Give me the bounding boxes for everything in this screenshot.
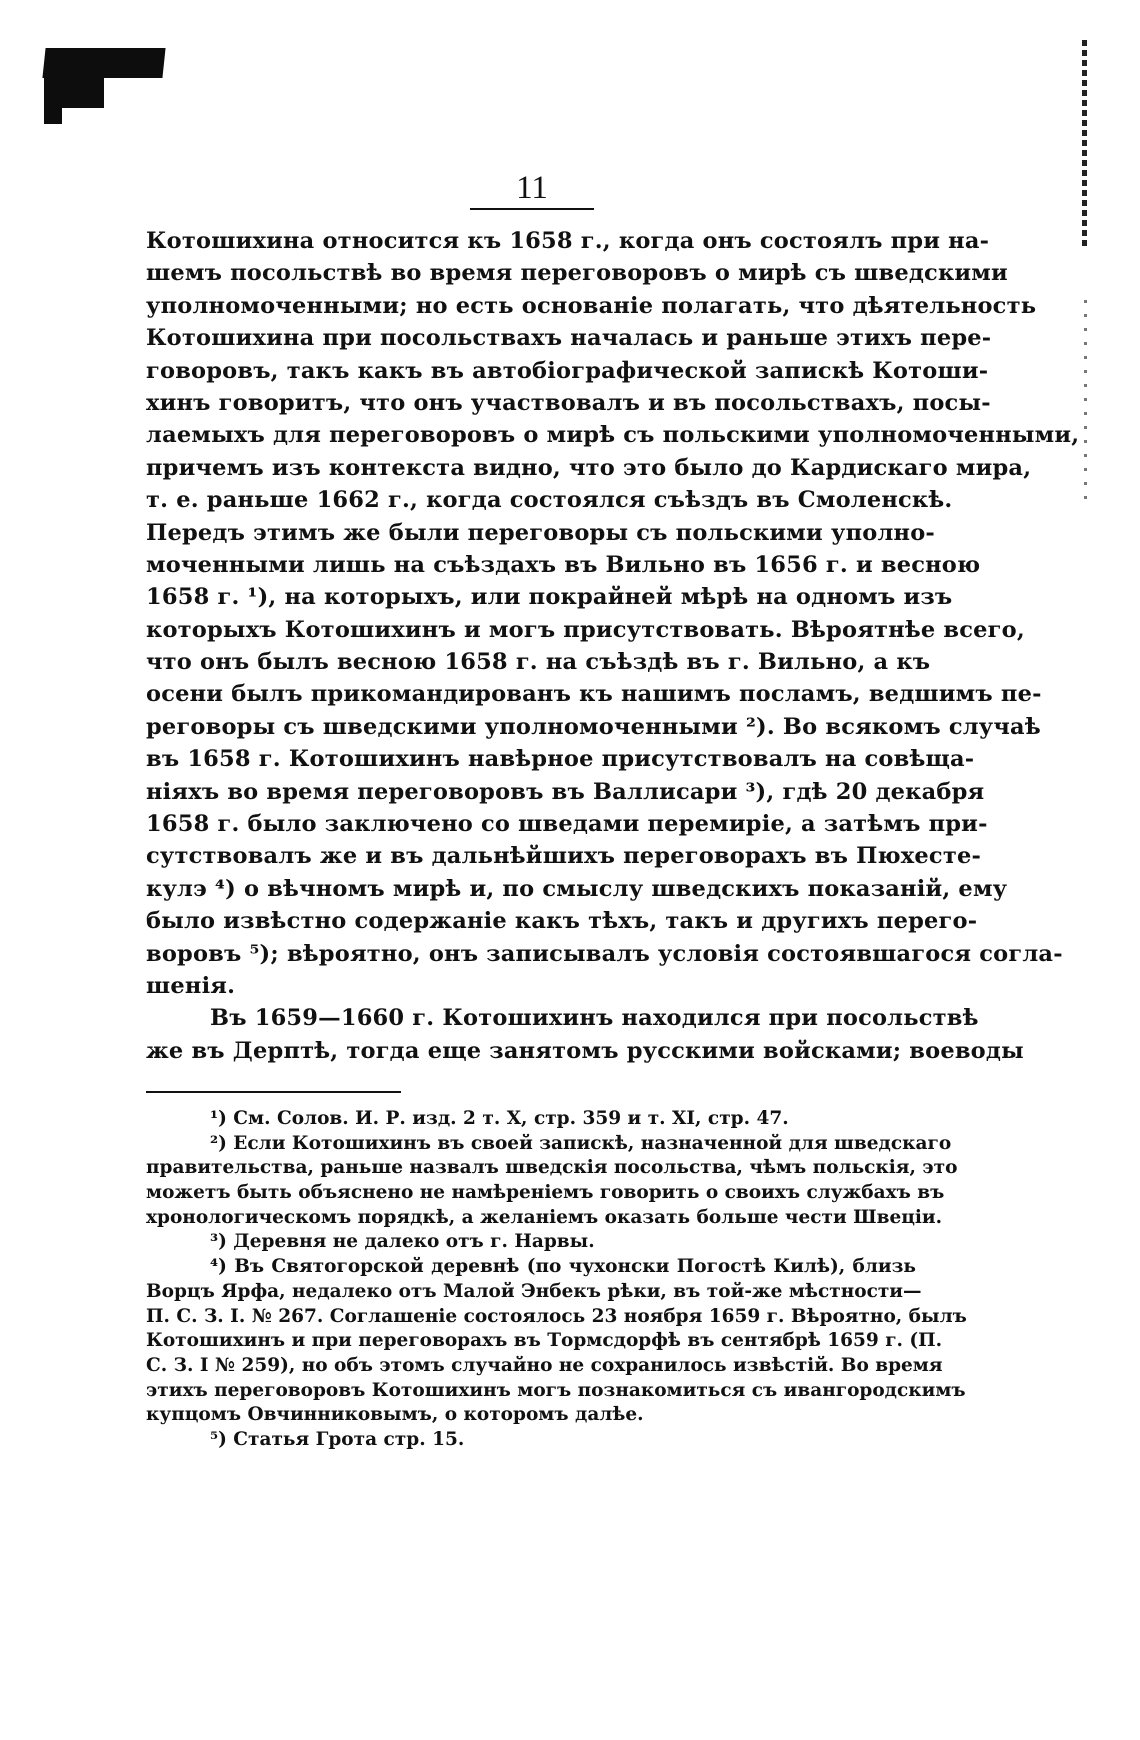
footnotes — [146, 1107, 967, 1453]
text-line: причемъ изъ контекста видно, что это было до Кардискаго мира, — [146, 454, 1032, 481]
text-line: осени былъ прикомандированъ къ нашимъ посламъ, ведшимъ пе- — [146, 681, 1042, 708]
text-line: Въ 1659—1660 г. Котошихинъ находился при посольствѣ — [210, 1005, 979, 1032]
text-line: сутствовалъ же и въ дальнѣйшихъ переговорахъ въ Пюхесте- — [146, 843, 982, 870]
text-line: же въ Дерптѣ, тогда еще занятомъ русскими войсками; воеводы — [146, 1037, 1024, 1064]
text-line: Котошихина при посольствахъ началась и раньше этихъ пере- — [146, 325, 992, 352]
main-text — [146, 225, 1080, 1067]
text-line: шемъ посольствѣ во время переговоровъ о мирѣ съ шведскими — [146, 260, 1008, 287]
text-line: было извѣстно содержаніе какъ тѣхъ, такъ и другихъ перего- — [146, 908, 978, 935]
text-line: воровъ ⁵); вѣроятно, онъ записывалъ условія состоявшагося согла- — [146, 940, 1063, 967]
footnote-line: Котошихинъ и при переговорахъ въ Тормсдорфѣ въ сентябрѣ 1659 г. (П. — [146, 1330, 943, 1352]
text-line: т. е. раньше 1662 г., когда состоялся съѣздъ въ Смоленскѣ. — [146, 487, 953, 514]
footnote-line: правительства, раньше назвалъ шведскія посольства, чѣмъ польскія, это — [146, 1157, 958, 1179]
text-line: Котошихина относится къ 1658 г., когда онъ состоялъ при на- — [146, 228, 990, 254]
text-line: кулэ ⁴) о вѣчномъ мирѣ и, по смыслу шведскихъ показаній, ему — [146, 875, 1008, 902]
text-line: что онъ былъ весною 1658 г. на съѣздѣ въ г. Вильно, а къ — [146, 649, 931, 676]
text-line: хинъ говоритъ, что онъ участвовалъ и въ посольствахъ, посы- — [146, 389, 991, 416]
text-line: моченными лишь на съѣздахъ въ Вильно въ 1656 г. и весною — [146, 551, 981, 578]
footnote-line: ¹) См. Солов. И. Р. изд. 2 т. X, стр. 359 и т. XI, стр. 47. — [210, 1108, 789, 1129]
footnote-line: ²) Если Котошихинъ въ своей запискѣ, назначенной для шведскаго — [210, 1132, 952, 1154]
text-line: говоровъ, такъ какъ въ автобіографической запискѣ Котоши- — [146, 357, 989, 384]
scan-artifact — [44, 74, 104, 108]
text-line: Передъ этимъ же были переговоры съ польскими уполно- — [146, 519, 935, 546]
footnote-line: Ворцъ Ярфа, недалеко отъ Малой Энбекъ рѣки, въ той-же мѣстности— — [146, 1280, 922, 1302]
footnote-line: П. С. З. I. № 267. Соглашеніе состоялось 23 ноября 1659 г. Вѣроятно, былъ — [146, 1305, 967, 1327]
text-line: въ 1658 г. Котошихинъ навѣрное присутствовалъ на совѣща- — [146, 746, 975, 773]
text-line: шенія. — [146, 972, 236, 999]
page-number: 11 — [516, 170, 548, 206]
scan-edge-artifact — [1082, 40, 1087, 250]
text-line: 1658 г. ¹), на которыхъ, или покрайней мѣрѣ на одномъ изъ — [146, 584, 953, 611]
scan-artifact — [44, 104, 62, 124]
text-line: которыхъ Котошихинъ и могъ присутствовать. Вѣроятнѣе всего, — [146, 616, 1025, 643]
footnote-line: С. З. I № 259), но объ этомъ случайно не сохранилось извѣстій. Во время — [146, 1354, 943, 1376]
footnote-line: купцомъ Овчинниковымъ, о которомъ далѣе. — [146, 1404, 644, 1426]
page-number-rule — [470, 208, 594, 210]
text-line: лаемыхъ для переговоровъ о мирѣ съ польскими уполномоченными, — [146, 422, 1080, 449]
footnote-line: ⁵) Статья Грота стр. 15. — [210, 1428, 465, 1450]
footnote-line: хронологическомъ порядкѣ, а желаніемъ оказать больше чести Швеціи. — [146, 1206, 943, 1228]
text-line: реговоры съ шведскими уполномоченными ²). Во всякомъ случаѣ — [146, 713, 1041, 740]
scan-edge-artifact — [1084, 300, 1087, 500]
footnote-line: этихъ переговоровъ Котошихинъ могъ познакомиться съ ивангородскимъ — [146, 1379, 966, 1401]
footnote-line: ⁴) Въ Святогорской деревнѣ (по чухонски Погостѣ Килѣ), близь — [210, 1256, 916, 1278]
footnote-separator — [146, 1091, 401, 1093]
footnote-line: можетъ быть объяснено не намѣреніемъ говорить о своихъ службахъ въ — [146, 1182, 945, 1204]
text-line: уполномоченными; но есть основаніе полагать, что дѣятельность — [146, 292, 1037, 319]
text-line: ніяхъ во время переговоровъ въ Валлисари ³), гдѣ 20 декабря — [146, 778, 985, 805]
text-line: 1658 г. было заключено со шведами перемиріе, а затѣмъ при- — [146, 811, 988, 838]
footnote-line: ³) Деревня не далеко отъ г. Нарвы. — [210, 1231, 595, 1253]
